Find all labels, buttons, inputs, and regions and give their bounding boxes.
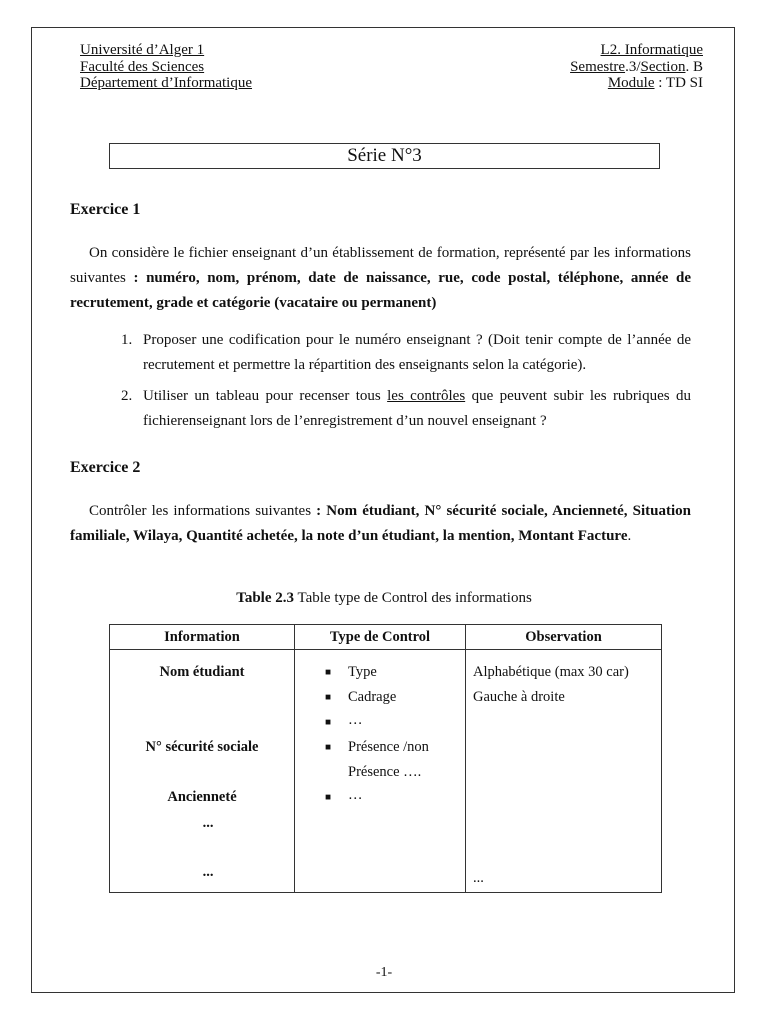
info-ellipsis-2: ... [202,864,214,880]
exercise1-heading: Exercice 1 [70,201,141,218]
exercise2-heading: Exercice 2 [70,459,141,476]
control-type-continuation: Présence …. [348,764,422,780]
header-institution [80,42,252,92]
table-header-row [110,625,662,650]
info-securite-sociale: N° sécurité sociale [145,739,259,755]
information-cell [110,650,295,893]
header-level: L2. Informatique [600,42,703,58]
header-observation: Observation [466,625,662,650]
bullet-icon: ■ [325,792,332,803]
table-row [110,650,662,893]
header-department: Département d’Informatique [80,75,253,91]
page-number: -1- [375,965,393,980]
control-table [109,624,662,893]
exercise1-item-1: 1. Proposer une codification pour le numéro enseignant ? (Doit tenir compte de l’année de recrutement et permettre la répartition des enseignants selon la catégorie). [121,332,691,373]
control-type-item: Présence /non [348,739,429,755]
header-semester: Semestre.3/Section. B [570,58,703,75]
bullet-icon: ■ [325,717,332,728]
observation-line: Alphabétique (max 30 car) [473,664,629,680]
info-nom-etudiant: Nom étudiant [159,664,245,680]
exercise2-intro: Contrôler les informations suivantes : Nom étudiant, N° sécurité sociale, Ancienneté, Situation familiale, Wilaya, Quantité achetée, la note d’un étudiant, la mention, Montant Facture. [70,503,691,544]
control-type-item: … [348,712,363,728]
series-title: Série N°3 [109,143,660,169]
control-type-item: Type [348,664,377,680]
header-course-info [570,42,703,92]
header-control-type: Type de Control [295,625,466,650]
info-ellipsis-1: ... [202,815,214,831]
bullet-icon: ■ [325,667,332,678]
header-module: Module : TD SI [607,75,703,91]
exercise1-item-2: 2. Utiliser un tableau pour recenser tous les contrôles que peuvent subir les rubriques du fichierenseignant lors de l’enregistrement d’un nouvel enseignant ? [121,388,691,429]
observation-line: Gauche à droite [473,689,565,705]
table-caption: Table 2.3 Table type de Control des informations [236,590,532,606]
control-type-cell [295,650,466,893]
control-type-item: Cadrage [348,689,397,705]
observation-ellipsis: ... [473,870,484,886]
exercise1-intro: On considère le fichier enseignant d’un établissement de formation, représenté par les informations suivantes : numéro, nom, prénom, date de naissance, rue, code postal, téléphone, année de recrutement, grade et catégorie (vacataire ou permanent) [70,245,692,311]
header-faculty: Faculté des Sciences [80,58,205,75]
header-information: Information [110,625,295,650]
header-university: Université d’Alger 1 [80,42,205,58]
info-anciennete: Ancienneté [167,789,237,805]
bullet-icon: ■ [325,692,332,703]
control-type-item: … [348,787,363,803]
bullet-icon: ■ [325,742,332,753]
observation-cell [466,650,662,893]
